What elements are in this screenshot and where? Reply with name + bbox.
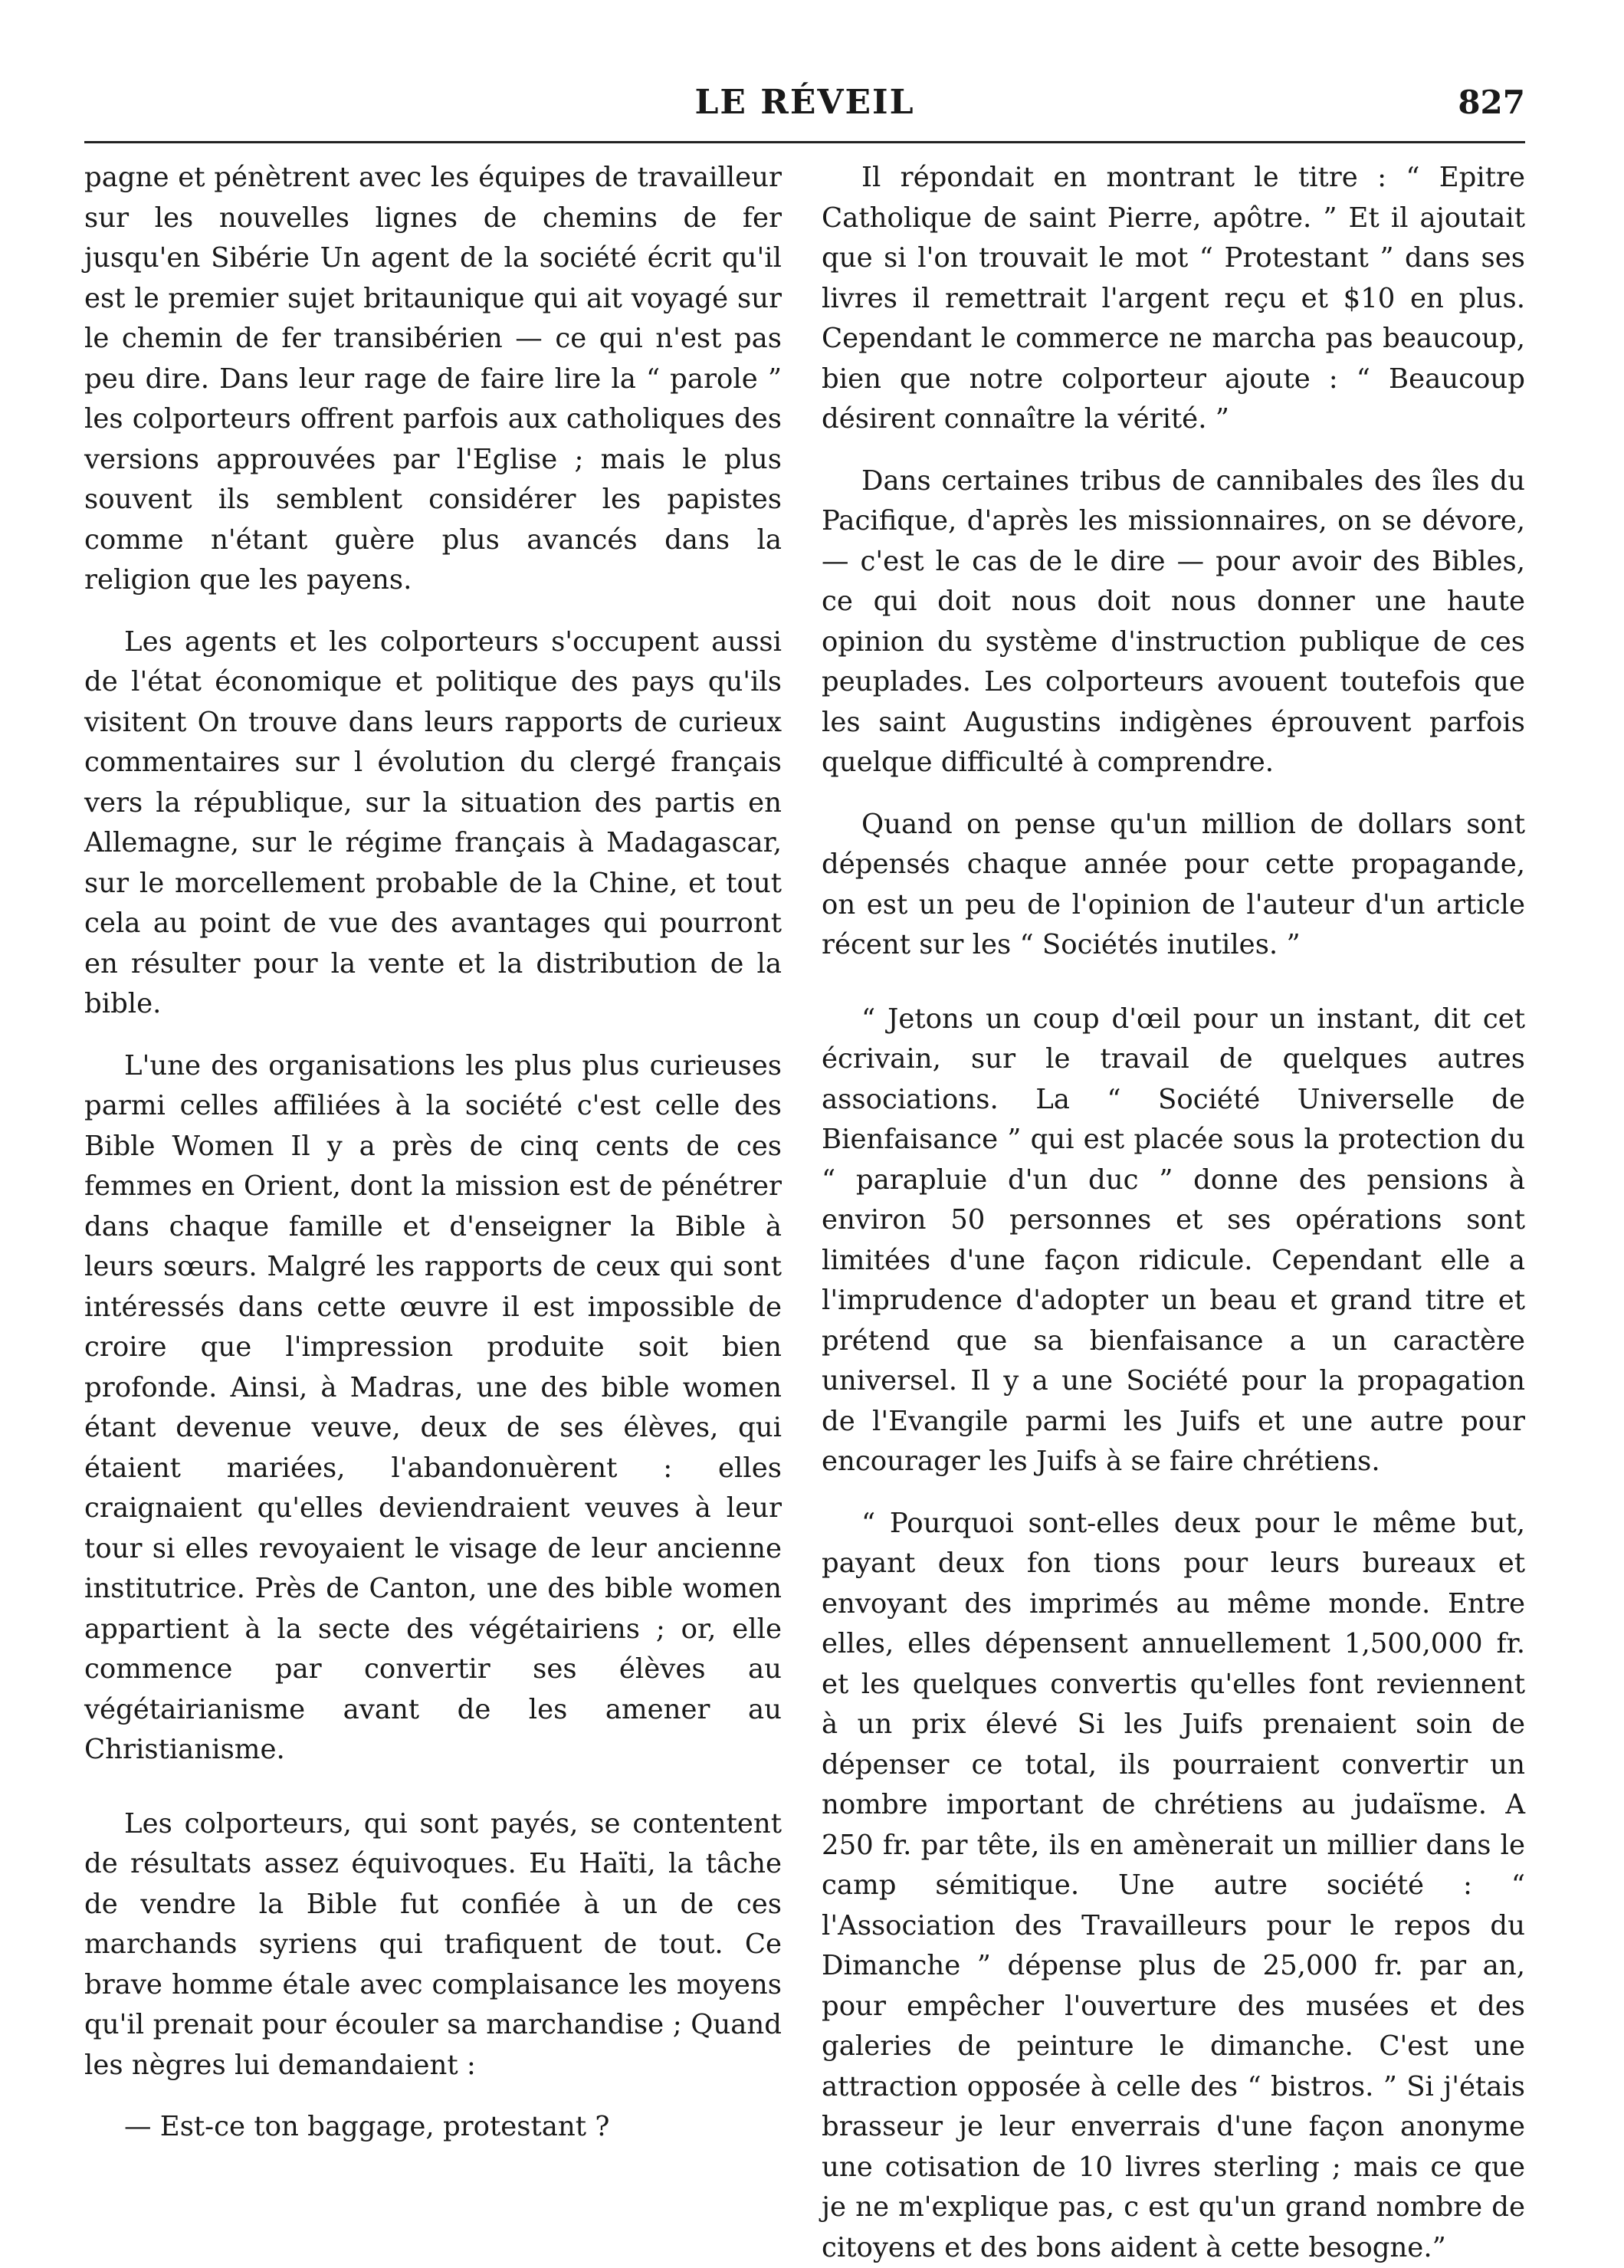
left-column	[84, 158, 782, 2148]
page-number: 827	[1458, 80, 1525, 126]
paragraph: Les colporteurs, qui sont payés, se contentent de résultats assez équivoques. Eu Haïti, la tâche de vendre la Bible fut confiée à un de ces marchands syriens qui trafiquent de tout. Ce brave homme étale avec complaisance les moyens qu'il prenait pour écouler sa marchandise ; Quand les nègres lui demandaient :	[84, 1804, 782, 2086]
paragraph: Les agents et les colporteurs s'occupent aussi de l'état économique et politique des pays qu'ils visitent On trouve dans leurs rapports de curieux commentaires sur l évolution du clergé français vers la république, sur la situation des partis en Allemagne, sur le régime français à Madagascar, sur le morcellement probable de la Chine, et tout cela au point de vue des avantages qui pourront en résulter pour la vente et la distribution de la bible.	[84, 622, 782, 1025]
paragraph: pagne et pénètrent avec les équipes de travailleur sur les nouvelles lignes de chemins de fer jusqu'en Sibérie Un agent de la société écrit qu'il est le premier sujet britaunique qui ait voyagé sur le chemin de fer transibérien — ce qui n'est pas peu dire. Dans leur rage de faire lire la “ parole ” les colporteurs offrent parfois aux catholiques des versions approuvées par l'Eglise ; mais le plus souvent ils semblent considérer les papistes comme n'étant guère plus avancés dans la religion que les payens.	[84, 158, 782, 601]
paragraph: “ Jetons un coup d'œil pour un instant, dit cet écrivain, sur le travail de quelques autres associations. La “ Société Universelle de Bienfaisance ” qui est placée sous la protection du “ parapluie d'un duc ” donne des pensions à environ 50 personnes et ses opérations sont limitées d'une façon ridicule. Cependant elle a l'imprudence d'adopter un beau et grand titre et prétend que sa bienfaisance a un caractère universel. Il y a une Société pour la propagation de l'Evangile parmi les Juifs et une autre pour encourager les Juifs à se faire chrétiens.	[822, 999, 1525, 1482]
page-header	[84, 80, 1525, 133]
paragraph: Il répondait en montrant le titre : “ Epitre Catholique de saint Pierre, apôtre. ” Et il ajoutait que si l'on trouvait le mot “ Protestant ” dans ses livres il remettrait l'argent reçu et $10 en plus. Cependant le commerce ne marcha pas beaucoup, bien que notre colporteur ajoute : “ Beaucoup désirent connaître la vérité. ”	[822, 158, 1525, 440]
paragraph: — Est-ce ton baggage, protestant ?	[84, 2107, 782, 2148]
running-title: LE RÉVEIL	[84, 80, 1525, 126]
paragraph: “ Pourquoi sont-elles deux pour le même but, payant deux fon tions pour leurs bureaux et envoyant des imprimés au même monde. Entre elles, elles dépensent annuellement 1,500,000 fr. et les quelques convertis qu'elles font reviennent à un prix élevé Si les Juifs prenaient soin de dépenser ce total, ils pourraient convertir un nombre important de chrétiens au judaïsme. A 250 fr. par tête, ils en amènerait un millier dans le camp sémitique. Une autre société : “ l'Association des Travailleurs pour le repos du Dimanche ” dépense plus de 25,000 fr. par an, pour empêcher l'ouverture des musées et des galeries de peinture le dimanche. C'est une attraction opposée à celle des “ bistros. ” Si j'étais brasseur je leur enverrais d'une façon anonyme une cotisation de 10 livres sterling ; mais ce que je ne m'explique pas, c est qu'un grand nombre de citoyens et des bons aident à cette besogne.”	[822, 1504, 1525, 2268]
paragraph: Dans certaines tribus de cannibales des îles du Pacifique, d'après les missionnaires, on se dévore, — c'est le cas de le dire — pour avoir des Bibles, ce qui doit nous doit nous donner une haute opinion du système d'instruction publique de ces peuplades. Les colporteurs avouent toutefois que les saint Augustins indigènes éprouvent parfois quelque difficulté à comprendre.	[822, 461, 1525, 783]
right-column	[822, 158, 1525, 2268]
paragraph: Quand on pense qu'un million de dollars sont dépensés chaque année pour cette propagande, on est un peu de l'opinion de l'auteur d'un article récent sur les “ Sociétés inutiles. ”	[822, 805, 1525, 966]
paragraph: L'une des organisations les plus plus curieuses parmi celles affiliées à la société c'est celle des Bible Women Il y a près de cinq cents de ces femmes en Orient, dont la mission est de pénétrer dans chaque famille et d'enseigner la Bible à leurs sœurs. Malgré les rapports de ceux qui sont intéressés dans cette œuvre il est impossible de croire que l'impression produite soit bien profonde. Ainsi, à Madras, une des bible women étant devenue veuve, deux de ses élèves, qui étaient mariées, l'abandonuèrent : elles craignaient qu'elles deviendraient veuves à leur tour si elles revoyaient le visage de leur ancienne institutrice. Près de Canton, une des bible women appartient à la secte des végétairiens ; or, elle commence par convertir ses élèves au végétairianisme avant de les amener au Christianisme.	[84, 1046, 782, 1771]
header-rule	[84, 141, 1525, 143]
